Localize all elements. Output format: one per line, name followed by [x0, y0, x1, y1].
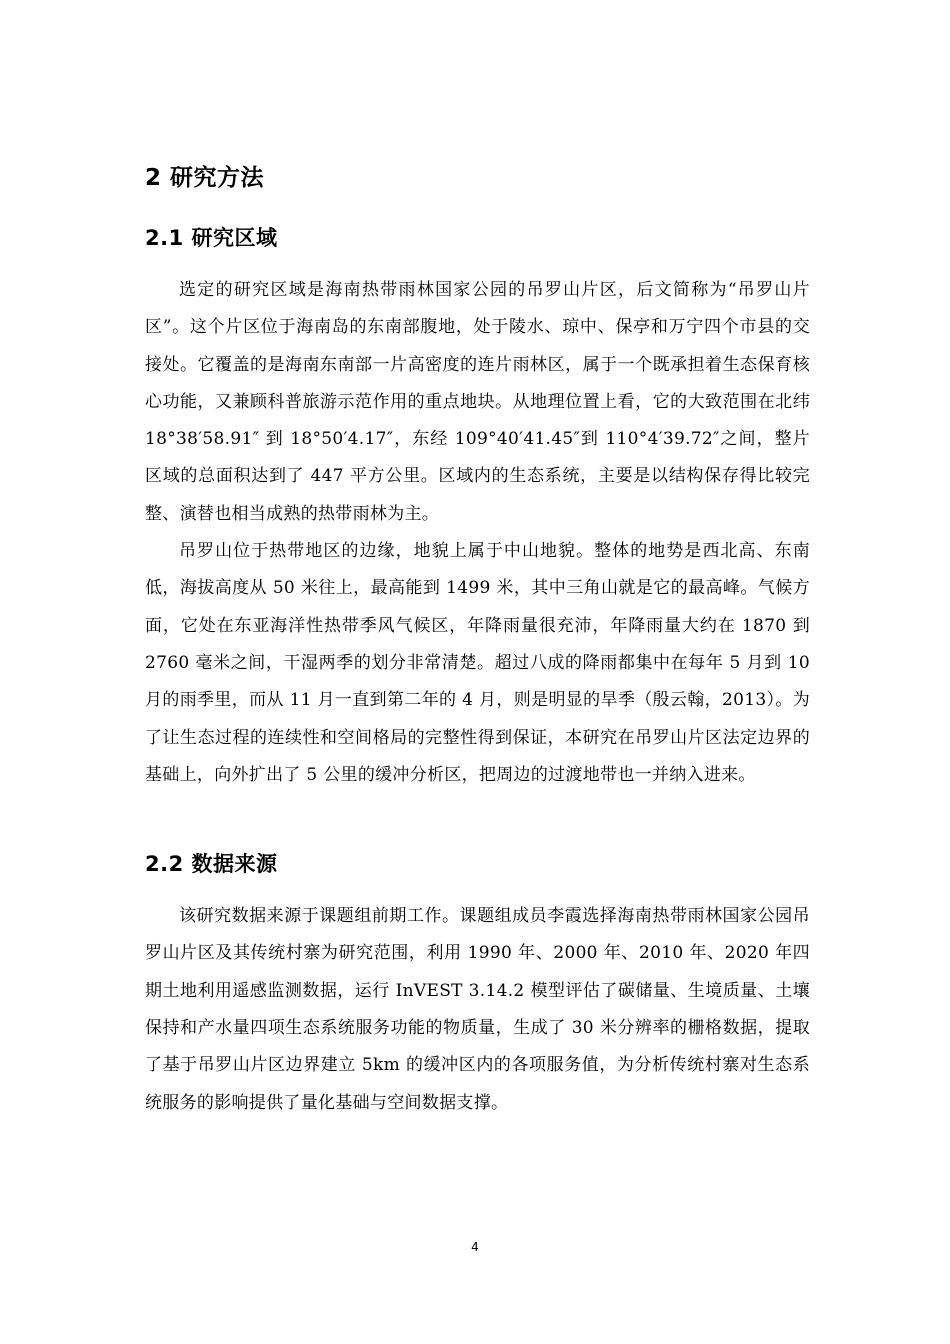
subsection-heading-research-area: 2.1 研究区域: [145, 226, 278, 250]
section-heading: 2 研究方法: [145, 165, 265, 191]
page-number: 4: [471, 1240, 479, 1254]
subsection-heading-data-source: 2.2 数据来源: [145, 852, 278, 877]
paragraph-research-area-2: 吊罗山位于热带地区的边缘，地貌上属于中山地貌。整体的地势是西北高、东南低，海拔高度从 50 米往上，最高能到 1499 米，其中三角山就是它的最高峰。气候方面，它处在东亚海洋性热带季风气候区，年降雨量很充沛，年降雨量大约在 1870 到 2760 毫米之间，干湿两季的划分非常清楚。超过八成的降雨都集中在每年 5 月到 10 月的雨季里，而从 11 月一直到第二年的 4 月，则是明显的旱季（殷云翰，2013）。为了让生态过程的连续性和空间格局的完整性得到保证，本研究在吊罗山片区法定边界的基础上，向外扩出了 5 公里的缓冲分析区，把周边的过渡地带也一并纳入进来。: [145, 541, 810, 785]
page-content: [145, 150, 810, 1122]
paragraph-research-area-1: 选定的研究区域是海南热带雨林国家公园的吊罗山片区，后文简称为“吊罗山片区”。这个片区位于海南岛的东南部腹地，处于陵水、琼中、保亭和万宁四个市县的交接处。它覆盖的是海南东南部一片高密度的连片雨林区，属于一个既承担着生态保育核心功能，又兼顾科普旅游示范作用的重点地块。从地理位置上看，它的大致范围在北纬 18°38′58.91″ 到 18°50′4.17″，东经 109°40′41.45″到 110°4′39.72″之间，整片区域的总面积达到了 447 平方公里。区域内的生态系统，主要是以结构保存得比较完整、演替也相当成熟的热带雨林为主。: [145, 280, 810, 524]
paragraph-data-source-1: 该研究数据来源于课题组前期工作。课题组成员李霞选择海南热带雨林国家公园吊罗山片区及其传统村寨为研究范围，利用 1990 年、2000 年、2010 年、2020 年四期土地利用遥感监测数据，运行 InVEST 3.14.2 模型评估了碳储量、生境质量、土壤保持和产水量四项生态系统服务功能的物质量，生成了 30 米分辨率的栅格数据，提取了基于吊罗山片区边界建立 5km 的缓冲区内的各项服务值，为分析传统村寨对生态系统服务的影响提供了量化基础与空间数据支撑。: [145, 906, 810, 1113]
